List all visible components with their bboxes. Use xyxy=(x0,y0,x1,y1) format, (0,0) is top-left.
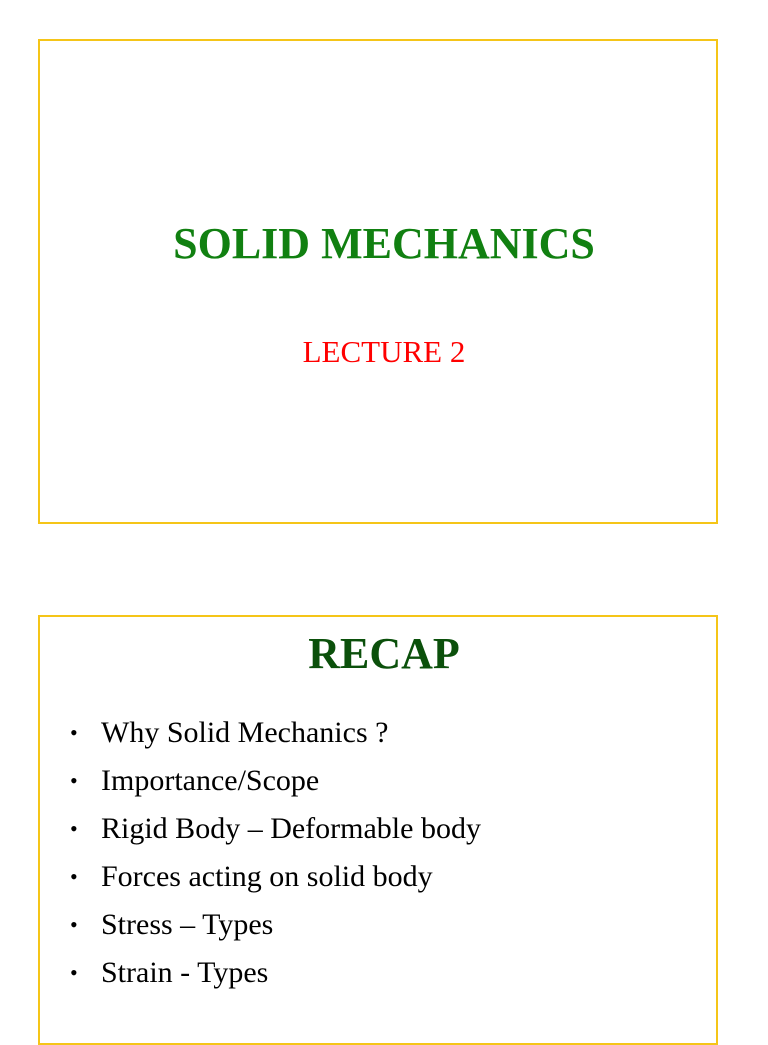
list-item-text: Why Solid Mechanics ? xyxy=(101,716,389,749)
list-item-text: Stress – Types xyxy=(101,908,274,941)
slide-1-subtitle: LECTURE 2 xyxy=(302,334,466,369)
list-item xyxy=(70,949,481,997)
slide-1-title: SOLID MECHANICS xyxy=(173,219,595,268)
bullet-dot-icon: • xyxy=(70,912,78,937)
list-item xyxy=(70,901,481,949)
bullet-dot-icon: • xyxy=(70,816,78,841)
slide-2-title: RECAP xyxy=(308,629,460,678)
bullet-dot-icon: • xyxy=(70,768,78,793)
list-item xyxy=(70,805,481,853)
list-item xyxy=(70,853,481,901)
list-item-text: Rigid Body – Deformable body xyxy=(101,812,481,845)
recap-list xyxy=(70,709,481,997)
bullet-dot-icon: • xyxy=(70,960,78,985)
list-item-text: Importance/Scope xyxy=(101,764,320,797)
list-item xyxy=(70,709,481,757)
list-item-text: Forces acting on solid body xyxy=(101,860,433,893)
slide-1-frame xyxy=(38,39,718,524)
list-item-text: Strain - Types xyxy=(101,956,269,989)
bullet-dot-icon: • xyxy=(70,720,78,745)
bullet-dot-icon: • xyxy=(70,864,78,889)
list-item xyxy=(70,757,481,805)
